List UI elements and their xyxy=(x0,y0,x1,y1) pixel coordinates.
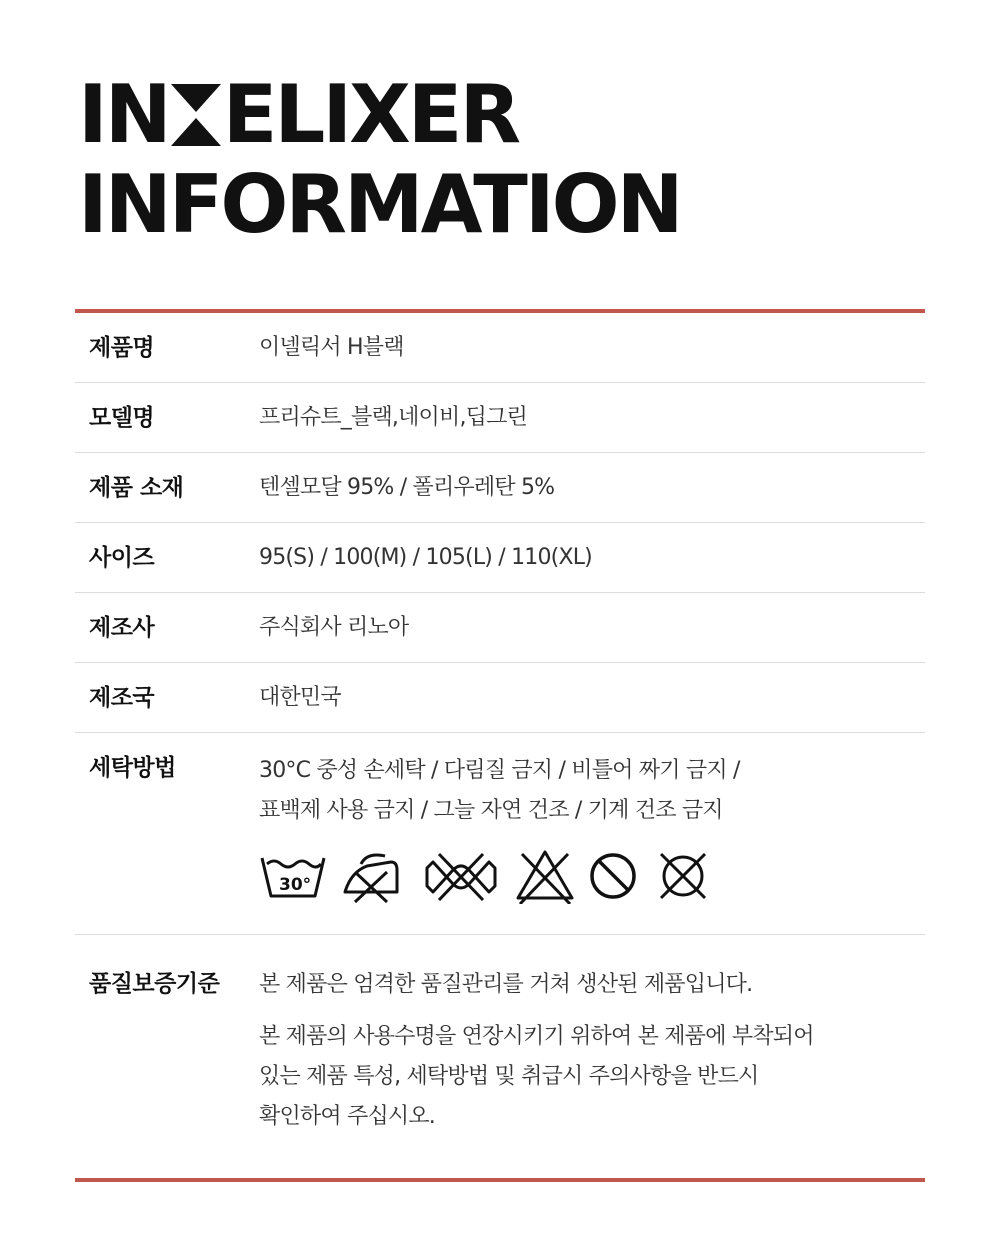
row-value: 텐셀모달 95% / 폴리우레탄 5% xyxy=(259,475,555,500)
info-row-size xyxy=(75,523,925,593)
information-title: INFORMATION xyxy=(78,158,681,251)
tub-temp-label: 30° xyxy=(279,875,312,895)
info-row-product-name xyxy=(75,313,925,383)
washing-line-1: 30°C 중성 손세탁 / 다림질 금지 / 비틀어 짜기 금지 / xyxy=(259,758,740,783)
row-label: 제조사 xyxy=(89,615,155,641)
hand-wash-30-icon xyxy=(259,848,327,904)
info-row-material xyxy=(75,453,925,523)
info-row-model-name xyxy=(75,383,925,453)
brand-logo-left: IN xyxy=(78,68,169,161)
washing-line-2: 표백제 사용 금지 / 그늘 자연 건조 / 기계 건조 금지 xyxy=(259,798,723,823)
row-label: 제품 소재 xyxy=(89,475,184,501)
row-label: 모델명 xyxy=(89,405,155,431)
brand-logo-right: ELIXER xyxy=(222,68,519,161)
no-tumble-dry-icon xyxy=(587,848,641,904)
row-value: 대한민국 xyxy=(259,685,341,710)
row-value: 주식회사 리노아 xyxy=(259,615,409,640)
row-value: 이넬릭서 H블랙 xyxy=(259,335,404,360)
brand-heading xyxy=(78,70,681,250)
row-value: 프리슈트_블랙,네이비,딥그린 xyxy=(259,405,528,430)
info-row-washing xyxy=(75,733,925,935)
washing-instructions xyxy=(259,751,740,831)
quality-paragraph-1: 본 제품은 엄격한 품질관리를 거쳐 생산된 제품입니다. xyxy=(259,972,753,997)
row-label: 세탁방법 xyxy=(89,755,176,781)
quality-paragraph-2-line-3: 확인하여 주십시오. xyxy=(259,1104,436,1129)
info-row-manufacturer xyxy=(75,593,925,663)
row-value: 95(S) / 100(M) / 105(L) / 110(XL) xyxy=(259,545,592,570)
no-wring-icon xyxy=(423,848,499,904)
row-label: 제조국 xyxy=(89,685,155,711)
info-row-country xyxy=(75,663,925,733)
quality-text xyxy=(259,965,909,1137)
row-label: 사이즈 xyxy=(89,545,155,571)
row-label: 품질보증기준 xyxy=(89,971,220,997)
quality-paragraph-2-line-1: 본 제품의 사용수명을 연장시키기 위하여 본 제품에 부착되어 xyxy=(259,1024,814,1049)
row-label: 제품명 xyxy=(89,335,155,361)
no-iron-icon xyxy=(341,848,403,904)
brand-logo xyxy=(78,70,681,160)
no-dryclean-icon xyxy=(655,848,711,904)
info-row-quality xyxy=(75,935,925,1185)
bottom-accent-rule xyxy=(75,1178,925,1182)
brand-logo-mark-icon xyxy=(171,84,221,146)
product-info-table xyxy=(75,313,925,1185)
quality-paragraph-2-line-2: 있는 제품 특성, 세탁방법 및 취급시 주의사항을 반드시 xyxy=(259,1064,759,1089)
no-bleach-icon xyxy=(514,848,576,904)
